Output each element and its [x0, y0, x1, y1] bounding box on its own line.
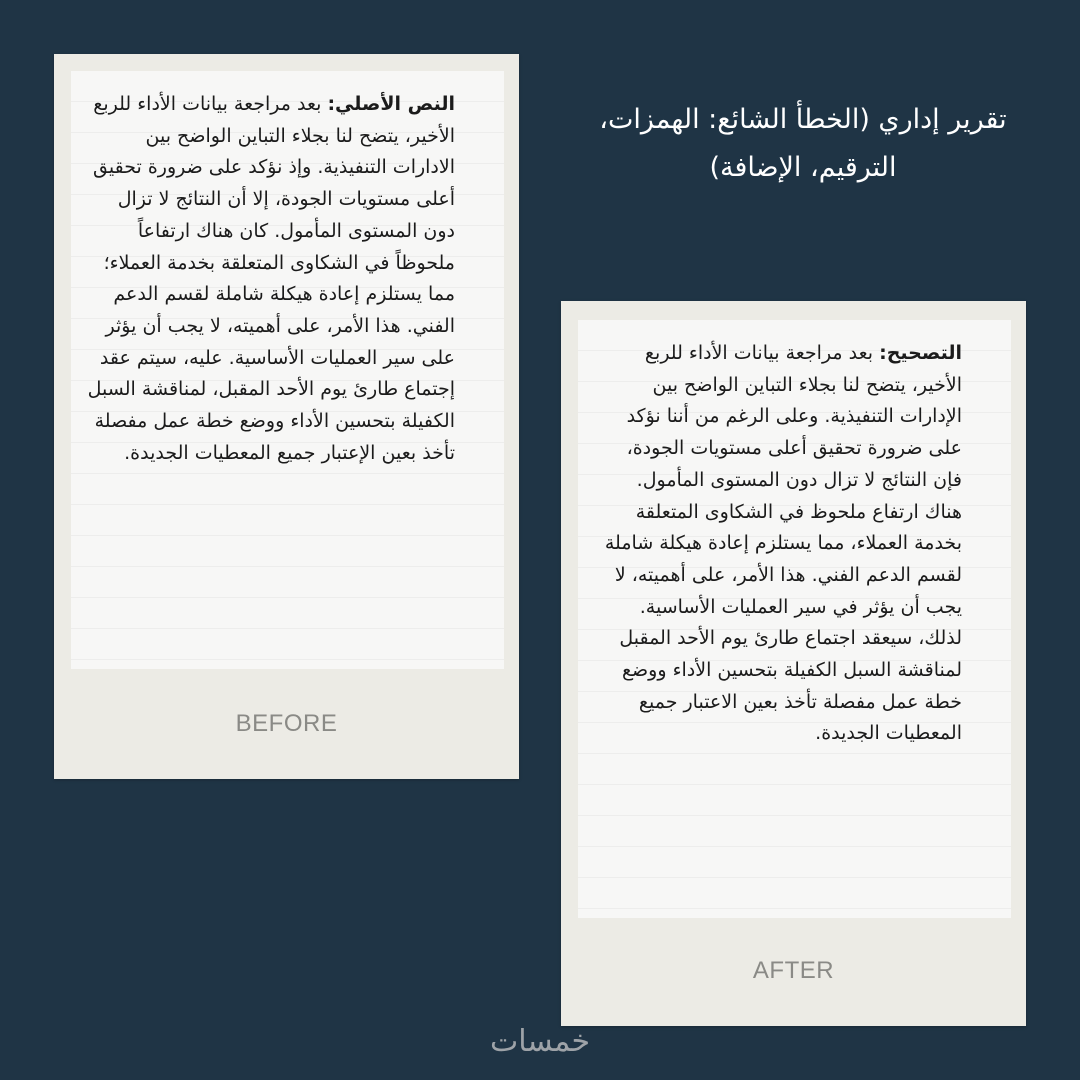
page-title-line-2: الترقيم، الإضافة): [709, 152, 897, 183]
before-text: بعد مراجعة بيانات الأداء للربع الأخير، يتضح لنا بجلاء التباين الواضح بين الادارات التنفيذية. وإذ نؤكد على ضرورة تحقيق أعلى مستويات الجودة، إلا أن النتائج لا تزال دون المستوى المأمول. كان هناك ارتفاعاً ملحوظاً في الشكاوى المتعلقة بخدمة العملاء؛ مما يستلزم إعادة هيكلة شاملة لقسم الدعم الفني. هذا الأمر، على أهميته، لا يجب أن يؤثر على سير العمليات الأساسية. عليه، سيتم عقد إجتماع طارئ يوم الأحد المقبل، لمناقشة السبل الكفيلة بتحسين الأداء ووضع خطة عمل مفصلة تأخذ بعين الإعتبار جميع المعطيات الجديدة.: [87, 93, 455, 464]
page-title: [548, 96, 1058, 192]
before-caption: BEFORE: [235, 710, 338, 737]
page-title-line-1: تقرير إداري (الخطأ الشائع: الهمزات،: [599, 104, 1007, 135]
after-label: التصحيح:: [879, 342, 962, 364]
before-card: [54, 54, 519, 779]
before-label: النص الأصلي:: [327, 93, 455, 115]
after-text: بعد مراجعة بيانات الأداء للربع الأخير، يتضح لنا بجلاء التباين الواضح بين الإدارات التنفيذية. وعلى الرغم من أننا نؤكد على ضرورة تحقيق أعلى مستويات الجودة، فإن النتائج لا تزال دون المستوى المأمول. هناك ارتفاع ملحوظ في الشكاوى المتعلقة بخدمة العملاء، مما يستلزم إعادة هيكلة شاملة لقسم الدعم الفني. هذا الأمر، على أهميته، لا يجب أن يؤثر في سير العمليات الأساسية. لذلك، سيعقد اجتماع طارئ يوم الأحد المقبل لمناقشة السبل الكفيلة بتحسين الأداء ووضع خطة عمل مفصلة تأخذ بعين الاعتبار جميع المعطيات الجديدة.: [604, 342, 962, 745]
before-text-paper: [71, 71, 504, 669]
after-text-paper: [578, 320, 1011, 918]
after-caption: AFTER: [752, 957, 835, 984]
brand-logo: خمسات: [489, 1024, 591, 1059]
after-card: [561, 301, 1026, 1026]
